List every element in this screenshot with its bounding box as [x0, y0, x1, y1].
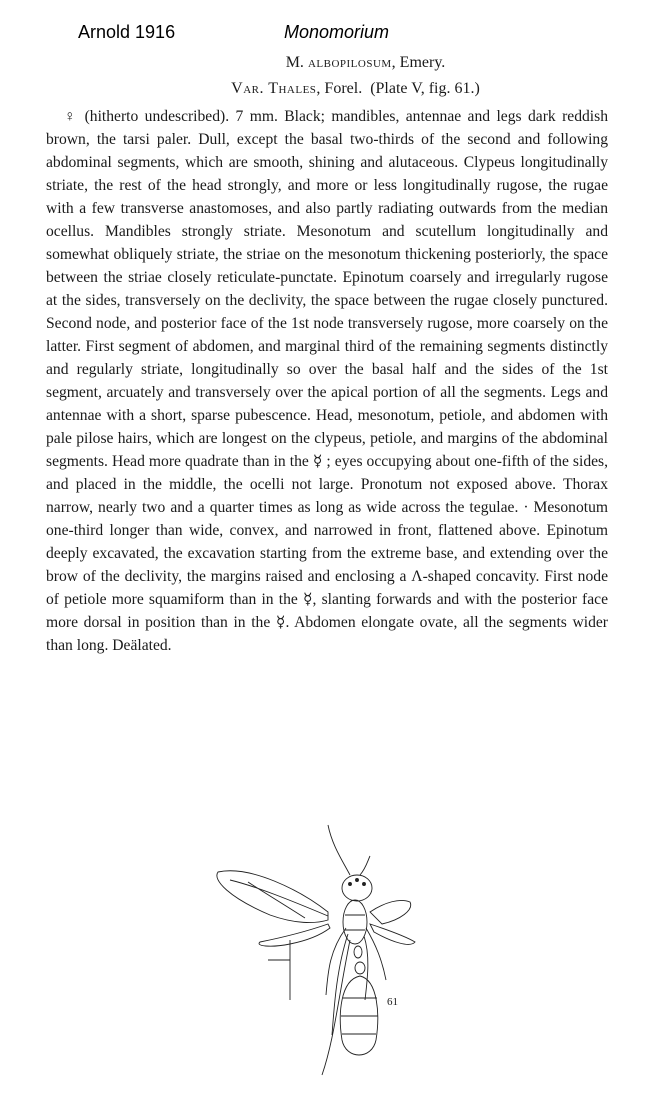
running-head-author: Arnold 1916 [78, 22, 176, 42]
ant-abdomen [340, 976, 377, 1055]
right-antenna [360, 856, 370, 875]
running-head [78, 22, 498, 48]
species-authority: , Emery. [391, 54, 446, 71]
right-hindwing [370, 924, 415, 944]
ant-petiole-1 [354, 946, 362, 958]
ant-petiole-2 [355, 962, 365, 974]
plate-reference: (Plate V, fig. 61.) [370, 80, 480, 97]
left-hindwing [259, 924, 330, 946]
ant-leg-3 [366, 928, 386, 980]
species-name: albopilosum [307, 54, 392, 71]
running-head-genus: Monomorium [284, 22, 390, 42]
right-forewing [370, 900, 411, 924]
ant-leg-5 [322, 940, 350, 1075]
variety-name: Var. Thales [231, 80, 317, 97]
ant-leg-1 [326, 928, 346, 995]
left-antenna [328, 825, 350, 875]
left-forewing [217, 871, 328, 923]
figure-number: 61 [387, 996, 398, 1008]
species-prefix: M. [285, 54, 304, 71]
scale-bar [268, 940, 290, 1000]
ant-figure [210, 820, 420, 1080]
variety-authority: , Forel. [316, 80, 363, 97]
species-description: ♀ (hitherto undescribed). 7 mm. Black; mandibles, antennae and legs dark reddish brown, the tarsi paler. Dull, except the basal two-thirds of the second and following abdominal segments, which are smooth, shining and alutaceous. Clypeus longitudinally striate, the rest of the head strongly, and more or less longitudinally rugose, the rugae with a few transverse anastomoses, and also partly radiating outwards from the median ocellus. Mandibles strongly striate. Mesonotum and scutellum longitudinally and somewhat obliquely striate, the striae on the mesonotum thickening posteriorly, the space between the striae closely reticulate-punctate. Epinotum coarsely and irregularly rugose at the sides, transversely on the declivity, the space between the rugae closely punctured. Second node, and posterior face of the 1st node transversely rugose, more coarsely on the latter. First segment of abdomen, and marginal third of the remaining segments distinctly and regularly striate, longitudinally so over the basal half and the sides of the 1st segment, arcuately and transversely over the apical portion of all the segments. Legs and antennae with a short, sparse pubescence. Head, mesonotum, petiole, and abdomen with pale pilose hairs, which are longest on the clypeus, petiole, and margins of the abdominal segments. Head more quadrate than in the ☿ ; eyes occupying about one-fifth of the sides, and placed in the middle, the ocelli not large. Pronotum not exposed above. Thorax narrow, nearly two and a quarter times as long as wide across the tegulae. · Mesonotum one-third longer than wide, convex, and narrowed in front, flattened above. Epinotum deeply excavated, the excavation starting from the extreme base, and extending over the brow of the declivity, the margins raised and enclosing a Λ-shaped concavity. First node of petiole more squamiform than in the ☿, slanting forwards and with the posterior face more dorsal in position than in the ☿. Abdomen elongate ovate, all the segments wider than long. Deälated. [46, 108, 608, 654]
variety-heading [0, 80, 671, 98]
species-heading [0, 54, 671, 72]
